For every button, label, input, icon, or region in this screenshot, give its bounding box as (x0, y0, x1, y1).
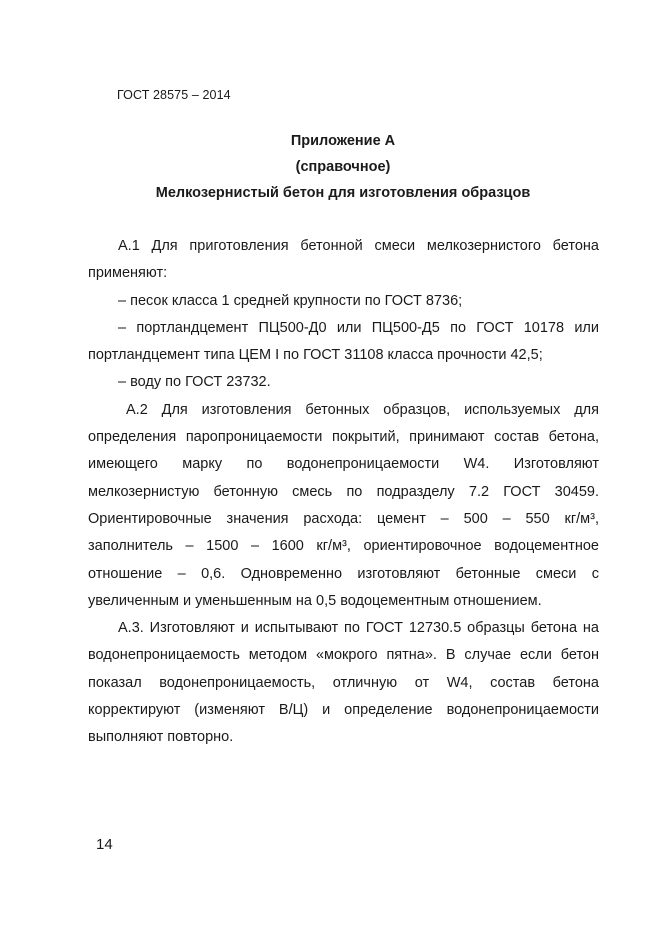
appendix-titles (88, 128, 598, 206)
paragraph-a2: А.2 Для изготовления бетонных образцов, используемых для определения паропроницаемости покрытий, принимают состав бетона, имеющего марку по водонепроницаемости W4. Изготовляют мелкозернистую бетонную смесь по подразделу 7.2 ГОСТ 30459. Ориентировочные значения расхода: цемент – 500 – 550 кг/м³, заполнитель – 1500 – 1600 кг/м³, ориентировочное водоцементное отношение – 0,6. Одновременно изготовляют бетонные смеси с увеличенным и уменьшенным на 0,5 водоцементным отношением. (88, 401, 599, 609)
list-item-water: – воду по ГОСТ 23732. (118, 374, 271, 391)
page-number: 14 (96, 836, 113, 853)
paragraph-a1: А.1 Для приготовления бетонной смеси мелкозернистого бетона применяют: (88, 238, 599, 282)
list-item-cement: – портландцемент ПЦ500-Д0 или ПЦ500-Д5 по ГОСТ 10178 или портландцемент типа ЦЕМ I по ГОСТ 31108 класса прочности 42,5; (88, 319, 599, 364)
document-code: ГОСТ 28575 – 2014 (117, 88, 231, 102)
list-item-sand: – песок класса 1 средней крупности по ГОСТ 8736; (118, 292, 463, 309)
appendix-heading: Мелкозернистый бетон для изготовления образцов (155, 185, 531, 201)
document-body (88, 233, 599, 752)
appendix-subtitle: (справочное) (295, 159, 391, 175)
appendix-title: Приложение А (290, 133, 396, 149)
paragraph-a3: А.3. Изготовляют и испытывают по ГОСТ 12730.5 образцы бетона на водонепроницаемость методом «мокрого пятна». В случае если бетон показал водонепроницаемость, отличную от W4, состав бетона корректируют (изменяют В/Ц) и определение водонепроницаемости выполняют повторно. (88, 620, 599, 746)
